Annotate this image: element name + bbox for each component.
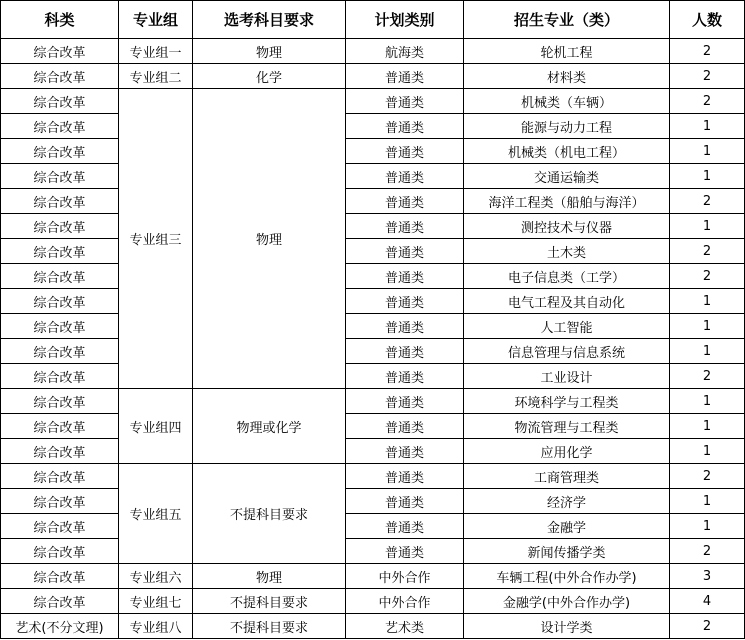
table-row bbox=[1, 389, 745, 414]
cell-count: 3 bbox=[670, 564, 745, 589]
table-row bbox=[1, 539, 745, 564]
table-header bbox=[1, 1, 745, 39]
table-row bbox=[1, 39, 745, 64]
cell-subject-requirement: 不提科目要求 bbox=[193, 589, 346, 614]
cell-major: 物流管理与工程类 bbox=[464, 414, 670, 439]
cell-major: 信息管理与信息系统 bbox=[464, 339, 670, 364]
cell-category: 综合改革 bbox=[1, 439, 119, 464]
cell-category: 综合改革 bbox=[1, 214, 119, 239]
cell-category: 综合改革 bbox=[1, 414, 119, 439]
cell-count: 2 bbox=[670, 64, 745, 89]
cell-major: 经济学 bbox=[464, 489, 670, 514]
cell-count: 4 bbox=[670, 589, 745, 614]
cell-category: 综合改革 bbox=[1, 489, 119, 514]
cell-subject-requirement: 物理 bbox=[193, 564, 346, 589]
cell-group: 专业组三 bbox=[119, 89, 193, 389]
cell-count: 2 bbox=[670, 239, 745, 264]
table-row bbox=[1, 564, 745, 589]
cell-major: 应用化学 bbox=[464, 439, 670, 464]
cell-plan-type: 普通类 bbox=[346, 64, 464, 89]
cell-plan-type: 艺术类 bbox=[346, 614, 464, 639]
cell-major: 机械类（机电工程） bbox=[464, 139, 670, 164]
cell-plan-type: 中外合作 bbox=[346, 564, 464, 589]
cell-subject-requirement: 物理或化学 bbox=[193, 389, 346, 464]
cell-category: 综合改革 bbox=[1, 64, 119, 89]
cell-count: 1 bbox=[670, 139, 745, 164]
table-row bbox=[1, 214, 745, 239]
cell-plan-type: 普通类 bbox=[346, 164, 464, 189]
cell-major: 能源与动力工程 bbox=[464, 114, 670, 139]
cell-category: 综合改革 bbox=[1, 364, 119, 389]
cell-subject-requirement: 不提科目要求 bbox=[193, 464, 346, 564]
table-row bbox=[1, 489, 745, 514]
cell-count: 1 bbox=[670, 439, 745, 464]
cell-major: 金融学(中外合作办学) bbox=[464, 589, 670, 614]
header-category: 科类 bbox=[1, 1, 119, 39]
table-row bbox=[1, 514, 745, 539]
cell-count: 1 bbox=[670, 514, 745, 539]
cell-category: 综合改革 bbox=[1, 239, 119, 264]
table-row bbox=[1, 314, 745, 339]
header-group: 专业组 bbox=[119, 1, 193, 39]
cell-category: 综合改革 bbox=[1, 289, 119, 314]
cell-category: 综合改革 bbox=[1, 189, 119, 214]
table-row bbox=[1, 439, 745, 464]
cell-group: 专业组四 bbox=[119, 389, 193, 464]
table-row bbox=[1, 589, 745, 614]
table-row bbox=[1, 614, 745, 639]
table-row bbox=[1, 64, 745, 89]
cell-count: 1 bbox=[670, 389, 745, 414]
cell-count: 2 bbox=[670, 614, 745, 639]
cell-plan-type: 普通类 bbox=[346, 489, 464, 514]
cell-major: 车辆工程(中外合作办学) bbox=[464, 564, 670, 589]
cell-plan-type: 普通类 bbox=[346, 139, 464, 164]
cell-plan-type: 普通类 bbox=[346, 264, 464, 289]
cell-count: 2 bbox=[670, 464, 745, 489]
cell-count: 1 bbox=[670, 339, 745, 364]
cell-plan-type: 普通类 bbox=[346, 289, 464, 314]
cell-category: 综合改革 bbox=[1, 464, 119, 489]
cell-category: 综合改革 bbox=[1, 89, 119, 114]
header-count: 人数 bbox=[670, 1, 745, 39]
cell-count: 2 bbox=[670, 89, 745, 114]
table-row bbox=[1, 114, 745, 139]
table-row bbox=[1, 289, 745, 314]
cell-count: 2 bbox=[670, 39, 745, 64]
header-subject-requirement: 选考科目要求 bbox=[193, 1, 346, 39]
cell-category: 综合改革 bbox=[1, 389, 119, 414]
cell-major: 交通运输类 bbox=[464, 164, 670, 189]
cell-category: 综合改革 bbox=[1, 314, 119, 339]
cell-major: 环境科学与工程类 bbox=[464, 389, 670, 414]
cell-plan-type: 普通类 bbox=[346, 464, 464, 489]
cell-category: 综合改革 bbox=[1, 139, 119, 164]
table-row bbox=[1, 364, 745, 389]
cell-plan-type: 普通类 bbox=[346, 389, 464, 414]
table-row bbox=[1, 139, 745, 164]
cell-category: 艺术(不分文理) bbox=[1, 614, 119, 639]
cell-count: 1 bbox=[670, 114, 745, 139]
cell-plan-type: 普通类 bbox=[346, 439, 464, 464]
cell-plan-type: 普通类 bbox=[346, 339, 464, 364]
cell-major: 电子信息类（工学） bbox=[464, 264, 670, 289]
cell-count: 1 bbox=[670, 314, 745, 339]
cell-plan-type: 普通类 bbox=[346, 189, 464, 214]
table-row bbox=[1, 264, 745, 289]
table-row bbox=[1, 239, 745, 264]
cell-count: 2 bbox=[670, 364, 745, 389]
header-plan-type: 计划类别 bbox=[346, 1, 464, 39]
cell-major: 材料类 bbox=[464, 64, 670, 89]
cell-major: 设计学类 bbox=[464, 614, 670, 639]
cell-subject-requirement: 化学 bbox=[193, 64, 346, 89]
cell-count: 1 bbox=[670, 289, 745, 314]
cell-plan-type: 普通类 bbox=[346, 514, 464, 539]
cell-plan-type: 普通类 bbox=[346, 114, 464, 139]
cell-plan-type: 普通类 bbox=[346, 314, 464, 339]
cell-category: 综合改革 bbox=[1, 164, 119, 189]
cell-category: 综合改革 bbox=[1, 539, 119, 564]
cell-plan-type: 航海类 bbox=[346, 39, 464, 64]
cell-plan-type: 普通类 bbox=[346, 214, 464, 239]
cell-group: 专业组六 bbox=[119, 564, 193, 589]
cell-group: 专业组一 bbox=[119, 39, 193, 64]
cell-count: 1 bbox=[670, 164, 745, 189]
cell-major: 新闻传播学类 bbox=[464, 539, 670, 564]
cell-major: 电气工程及其自动化 bbox=[464, 289, 670, 314]
cell-subject-requirement: 物理 bbox=[193, 89, 346, 389]
cell-plan-type: 普通类 bbox=[346, 539, 464, 564]
cell-count: 2 bbox=[670, 264, 745, 289]
cell-category: 综合改革 bbox=[1, 564, 119, 589]
cell-group: 专业组五 bbox=[119, 464, 193, 564]
cell-count: 2 bbox=[670, 189, 745, 214]
cell-major: 人工智能 bbox=[464, 314, 670, 339]
cell-category: 综合改革 bbox=[1, 339, 119, 364]
cell-count: 1 bbox=[670, 414, 745, 439]
cell-major: 轮机工程 bbox=[464, 39, 670, 64]
cell-major: 海洋工程类（船舶与海洋） bbox=[464, 189, 670, 214]
cell-major: 机械类（车辆） bbox=[464, 89, 670, 114]
cell-category: 综合改革 bbox=[1, 514, 119, 539]
cell-plan-type: 普通类 bbox=[346, 364, 464, 389]
cell-subject-requirement: 不提科目要求 bbox=[193, 614, 346, 639]
cell-count: 1 bbox=[670, 214, 745, 239]
cell-category: 综合改革 bbox=[1, 589, 119, 614]
cell-category: 综合改革 bbox=[1, 264, 119, 289]
cell-major: 工业设计 bbox=[464, 364, 670, 389]
header-major: 招生专业（类） bbox=[464, 1, 670, 39]
cell-major: 测控技术与仪器 bbox=[464, 214, 670, 239]
cell-count: 2 bbox=[670, 539, 745, 564]
cell-group: 专业组二 bbox=[119, 64, 193, 89]
cell-subject-requirement: 物理 bbox=[193, 39, 346, 64]
cell-plan-type: 普通类 bbox=[346, 89, 464, 114]
cell-category: 综合改革 bbox=[1, 39, 119, 64]
cell-plan-type: 普通类 bbox=[346, 414, 464, 439]
cell-major: 土木类 bbox=[464, 239, 670, 264]
table-row bbox=[1, 464, 745, 489]
cell-group: 专业组八 bbox=[119, 614, 193, 639]
table-body bbox=[1, 39, 745, 639]
cell-major: 金融学 bbox=[464, 514, 670, 539]
header-row bbox=[1, 1, 745, 39]
cell-plan-type: 普通类 bbox=[346, 239, 464, 264]
table-row bbox=[1, 414, 745, 439]
table-row bbox=[1, 189, 745, 214]
cell-group: 专业组七 bbox=[119, 589, 193, 614]
cell-plan-type: 中外合作 bbox=[346, 589, 464, 614]
cell-major: 工商管理类 bbox=[464, 464, 670, 489]
cell-category: 综合改革 bbox=[1, 114, 119, 139]
table-row bbox=[1, 89, 745, 114]
table-row bbox=[1, 164, 745, 189]
table-row bbox=[1, 339, 745, 364]
cell-count: 1 bbox=[670, 489, 745, 514]
